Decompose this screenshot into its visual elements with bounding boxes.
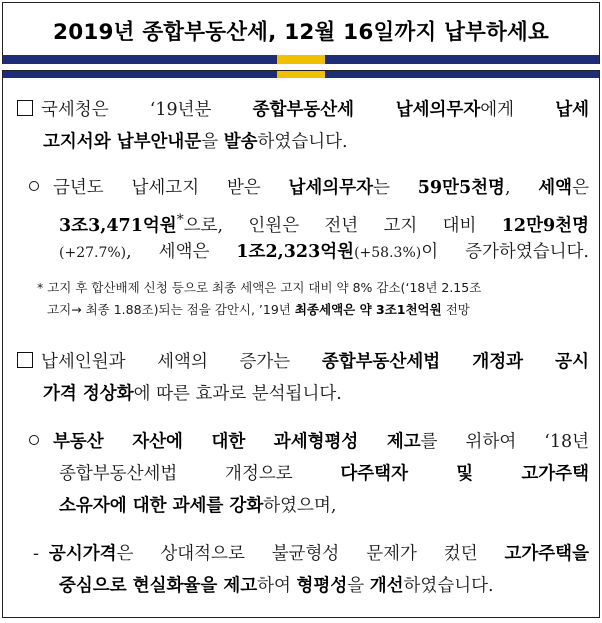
s1-note-line1: * 고지 후 합산배제 신청 등으로 최종 세액은 고지 대비 약 8% 감소(‘18년 2.15조 xyxy=(37,280,482,295)
s2-bullet-line1: 납세인원과 세액의 증가는 종합부동산세법 개정과 공시 xyxy=(17,347,589,377)
s1-sub-line1: 금년도 납세고지 받은 납세의무자는 59만5천명, 세액은 xyxy=(29,173,589,203)
s1-note-line2: 고지→ 최종 1.88조)되는 점을 감안시, ’19년 최종세액은 약 3조1천억원 전망 xyxy=(47,302,470,317)
s2-sub-line2: 종합부동산세법 개정으로 다주택자 및 고가주택 xyxy=(59,464,589,484)
s1-bullet-line1: 국세청은 ‘19년분 종합부동산세 납세의무자에게 납세 xyxy=(17,95,589,125)
s1-sub-line3: (+27.7%), 세액은 1조2,323억원(+58.3%)이 증가하였습니다. xyxy=(59,242,589,262)
s2-dash-line2: 중심으로 현실화율을 제고하여 형평성을 개선하였습니다. xyxy=(59,576,494,596)
s1-bullet-line2: 고지서와 납부안내문을 발송하였습니다. xyxy=(43,132,348,152)
title-underline-bar xyxy=(3,55,599,64)
circle-bullet-icon xyxy=(29,435,39,445)
title-box xyxy=(2,2,600,64)
circle-bullet-icon xyxy=(29,181,39,191)
s1-sub-line2: 3조3,471억원*으로, 인원은 전년 고지 대비 12만9천명 xyxy=(59,212,589,236)
s2-sub-line3: 소유자에 대한 과세를 강화하였으며, xyxy=(59,496,337,516)
page-title: 2019년 종합부동산세, 12월 16일까지 납부하세요 xyxy=(53,20,549,45)
content-top-bar xyxy=(3,71,599,78)
s2-sub-line1: 부동산 자산에 대한 과세형평성 제고를 위하여 ‘18년 xyxy=(29,427,589,457)
square-bullet-icon xyxy=(17,352,33,368)
dash-bullet: - xyxy=(33,544,39,564)
s2-bullet-line2: 가격 정상화에 따른 효과로 분석됩니다. xyxy=(43,384,342,404)
content-box xyxy=(2,70,600,618)
s2-dash-line1: - 공시가격은 상대적으로 불균형성 문제가 컸던 고가주택을 xyxy=(33,544,589,564)
square-bullet-icon xyxy=(17,100,33,116)
